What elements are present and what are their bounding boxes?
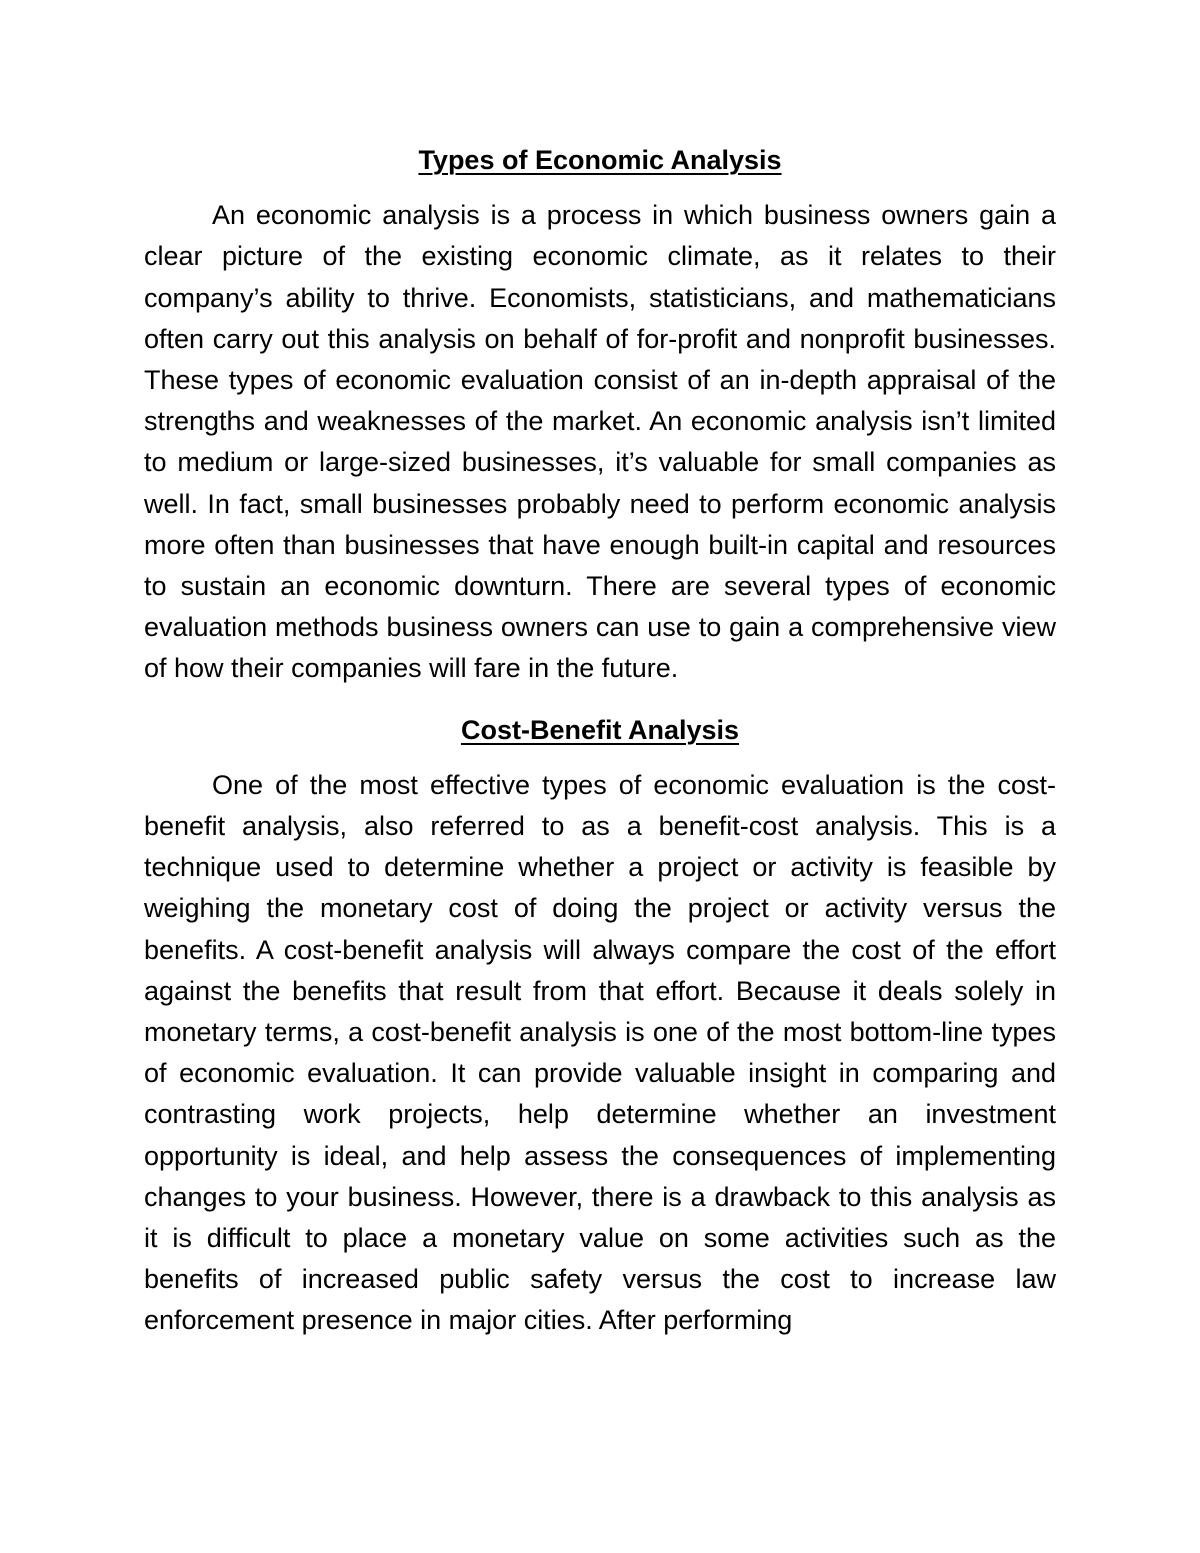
document-body [144, 138, 1056, 1342]
section-heading-types-of-economic-analysis: Types of Economic Analysis [418, 145, 782, 175]
spacer [144, 181, 1056, 195]
paragraph-economic-analysis-intro: An economic analysis is a process in which business owners gain a clear picture of the existing economic climate, as it relates to their company’s ability to thrive. Economists, statisticians, and mathematicians often carry out this analysis on behalf of for-profit and nonprofit businesses. These types of economic evaluation consist of an in-depth appraisal of the strengths and weaknesses of the market. An economic analysis isn’t limited to medium or large-sized businesses, it’s valuable for small companies as well. In fact, small businesses probably need to perform economic analysis more often than businesses that have enough built-in capital and resources to sustain an economic downturn. There are several types of economic evaluation methods business owners can use to gain a comprehensive view of how their companies will fare in the future. [144, 200, 1056, 684]
section-heading-cost-benefit-analysis: Cost-Benefit Analysis [460, 714, 740, 745]
spacer [144, 751, 1056, 765]
spacer [144, 690, 1056, 708]
paragraph-cost-benefit-analysis: One of the most effective types of economic evaluation is the cost-benefit analysis, also referred to as a benefit-cost analysis. This is a technique used to determine whether a project or activity is feasible by weighing the monetary cost of doing the project or activity versus the benefits. A cost-benefit analysis will always compare the cost of the effort against the benefits that result from that effort. Because it deals solely in monetary terms, a cost-benefit analysis is one of the most bottom-line types of economic evaluation. It can provide valuable insight in comparing and contrasting work projects, help determine whether an investment opportunity is ideal, and help assess the consequences of implementing changes to your business. However, there is a drawback to this analysis as it is difficult to place a monetary value on some activities such as the benefits of increased public safety versus the cost to increase law enforcement presence in major cities. After performing [144, 769, 1056, 1336]
